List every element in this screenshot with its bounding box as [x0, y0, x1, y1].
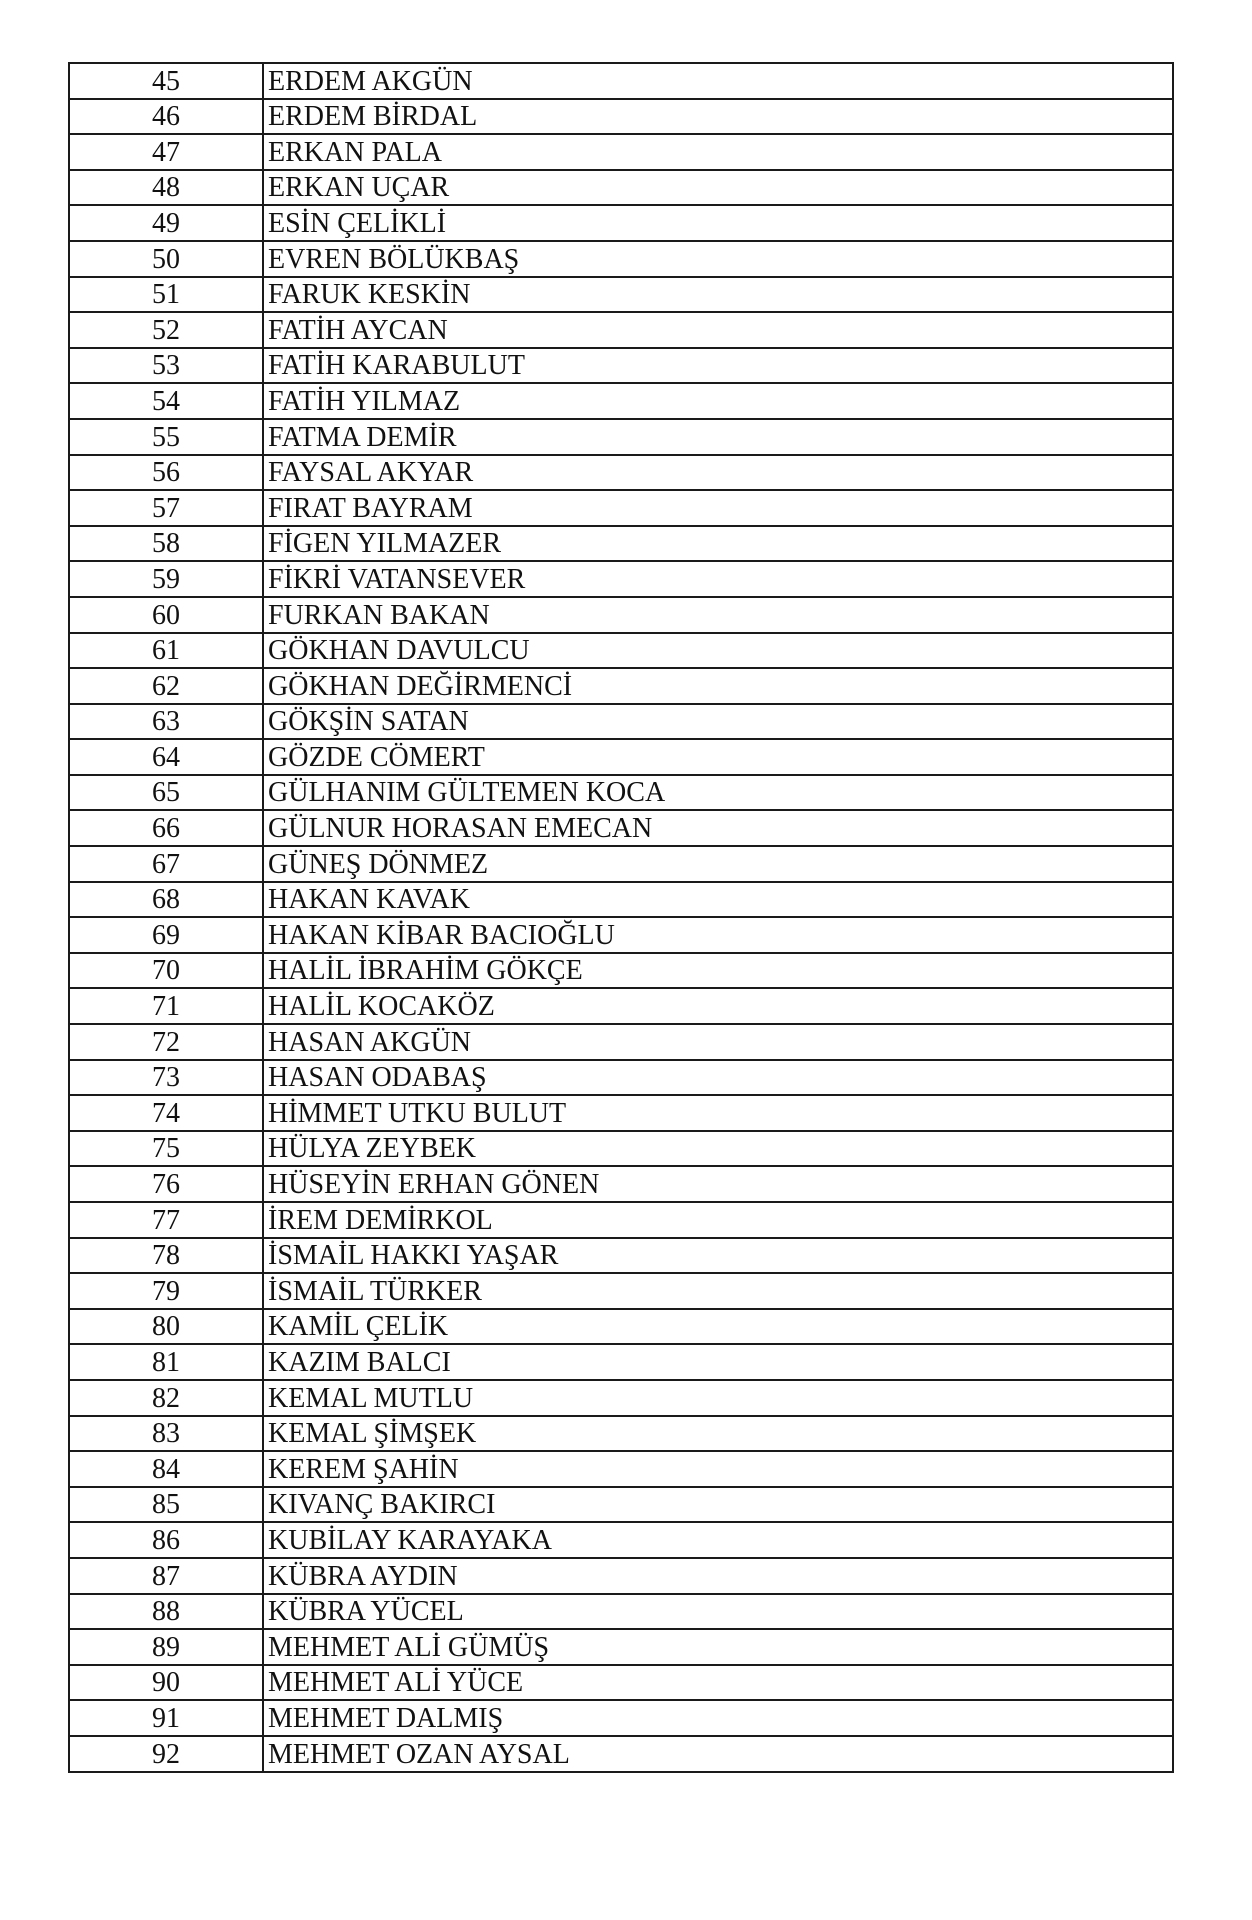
row-number: 90	[69, 1665, 263, 1701]
row-number: 46	[69, 99, 263, 135]
table-row	[69, 1416, 1173, 1452]
table-row	[69, 1131, 1173, 1167]
table-row	[69, 1700, 1173, 1736]
table-row	[69, 1522, 1173, 1558]
row-number: 56	[69, 455, 263, 491]
row-number: 83	[69, 1416, 263, 1452]
person-name: FIRAT BAYRAM	[263, 490, 1173, 526]
table-row	[69, 917, 1173, 953]
row-number: 63	[69, 704, 263, 740]
row-number: 86	[69, 1522, 263, 1558]
person-name: KÜBRA AYDIN	[263, 1558, 1173, 1594]
person-name: GÖZDE CÖMERT	[263, 739, 1173, 775]
person-name: KUBİLAY KARAYAKA	[263, 1522, 1173, 1558]
row-number: 66	[69, 810, 263, 846]
row-number: 88	[69, 1594, 263, 1630]
row-number: 54	[69, 383, 263, 419]
person-name: FATİH KARABULUT	[263, 348, 1173, 384]
row-number: 57	[69, 490, 263, 526]
person-name: GÜLHANIM GÜLTEMEN KOCA	[263, 775, 1173, 811]
person-name: EVREN BÖLÜKBAŞ	[263, 241, 1173, 277]
table-row	[69, 170, 1173, 206]
table-row	[69, 882, 1173, 918]
row-number: 87	[69, 1558, 263, 1594]
person-name: GÖKŞİN SATAN	[263, 704, 1173, 740]
table-row	[69, 526, 1173, 562]
row-number: 59	[69, 561, 263, 597]
person-name: MEHMET OZAN AYSAL	[263, 1736, 1173, 1772]
table-row	[69, 1380, 1173, 1416]
person-name: GÖKHAN DAVULCU	[263, 633, 1173, 669]
name-list-body	[69, 63, 1173, 1772]
row-number: 81	[69, 1344, 263, 1380]
row-number: 60	[69, 597, 263, 633]
person-name: GÖKHAN DEĞİRMENCİ	[263, 668, 1173, 704]
table-row	[69, 383, 1173, 419]
table-row	[69, 988, 1173, 1024]
row-number: 62	[69, 668, 263, 704]
person-name: FATİH YILMAZ	[263, 383, 1173, 419]
table-row	[69, 810, 1173, 846]
person-name: ESİN ÇELİKLİ	[263, 205, 1173, 241]
person-name: HAKAN KAVAK	[263, 882, 1173, 918]
person-name: ERKAN UÇAR	[263, 170, 1173, 206]
row-number: 51	[69, 277, 263, 313]
person-name: MEHMET ALİ YÜCE	[263, 1665, 1173, 1701]
row-number: 84	[69, 1451, 263, 1487]
person-name: KAZIM BALCI	[263, 1344, 1173, 1380]
person-name: FİGEN YILMAZER	[263, 526, 1173, 562]
row-number: 71	[69, 988, 263, 1024]
table-row	[69, 1344, 1173, 1380]
table-row	[69, 1060, 1173, 1096]
table-row	[69, 1487, 1173, 1523]
person-name: KEMAL MUTLU	[263, 1380, 1173, 1416]
row-number: 89	[69, 1629, 263, 1665]
table-row	[69, 455, 1173, 491]
row-number: 75	[69, 1131, 263, 1167]
row-number: 65	[69, 775, 263, 811]
person-name: FARUK KESKİN	[263, 277, 1173, 313]
table-row	[69, 490, 1173, 526]
person-name: İSMAİL TÜRKER	[263, 1273, 1173, 1309]
table-row	[69, 668, 1173, 704]
person-name: ERDEM BİRDAL	[263, 99, 1173, 135]
person-name: HAKAN KİBAR BACIOĞLU	[263, 917, 1173, 953]
row-number: 61	[69, 633, 263, 669]
person-name: İREM DEMİRKOL	[263, 1202, 1173, 1238]
person-name: KIVANÇ BAKIRCI	[263, 1487, 1173, 1523]
table-row	[69, 1594, 1173, 1630]
person-name: KÜBRA YÜCEL	[263, 1594, 1173, 1630]
person-name: KAMİL ÇELİK	[263, 1309, 1173, 1345]
person-name: KEMAL ŞİMŞEK	[263, 1416, 1173, 1452]
row-number: 58	[69, 526, 263, 562]
person-name: FİKRİ VATANSEVER	[263, 561, 1173, 597]
table-row	[69, 277, 1173, 313]
person-name: FAYSAL AKYAR	[263, 455, 1173, 491]
person-name: HASAN ODABAŞ	[263, 1060, 1173, 1096]
row-number: 53	[69, 348, 263, 384]
table-row	[69, 704, 1173, 740]
person-name: FATİH AYCAN	[263, 312, 1173, 348]
person-name: HALİL KOCAKÖZ	[263, 988, 1173, 1024]
table-row	[69, 241, 1173, 277]
row-number: 50	[69, 241, 263, 277]
row-number: 70	[69, 953, 263, 989]
table-row	[69, 561, 1173, 597]
row-number: 92	[69, 1736, 263, 1772]
row-number: 64	[69, 739, 263, 775]
table-row	[69, 1095, 1173, 1131]
table-row	[69, 1238, 1173, 1274]
table-row	[69, 846, 1173, 882]
person-name: MEHMET ALİ GÜMÜŞ	[263, 1629, 1173, 1665]
table-row	[69, 205, 1173, 241]
table-row	[69, 1273, 1173, 1309]
row-number: 48	[69, 170, 263, 206]
row-number: 85	[69, 1487, 263, 1523]
person-name: FATMA DEMİR	[263, 419, 1173, 455]
person-name: HÜSEYİN ERHAN GÖNEN	[263, 1166, 1173, 1202]
table-row	[69, 1736, 1173, 1772]
row-number: 91	[69, 1700, 263, 1736]
person-name: ERKAN PALA	[263, 134, 1173, 170]
table-row	[69, 1166, 1173, 1202]
person-name: FURKAN BAKAN	[263, 597, 1173, 633]
table-row	[69, 1665, 1173, 1701]
table-row	[69, 419, 1173, 455]
table-row	[69, 1558, 1173, 1594]
table-row	[69, 1202, 1173, 1238]
row-number: 49	[69, 205, 263, 241]
row-number: 76	[69, 1166, 263, 1202]
row-number: 72	[69, 1024, 263, 1060]
table-row	[69, 348, 1173, 384]
table-row	[69, 1024, 1173, 1060]
table-row	[69, 312, 1173, 348]
person-name: HALİL İBRAHİM GÖKÇE	[263, 953, 1173, 989]
row-number: 80	[69, 1309, 263, 1345]
person-name: MEHMET DALMIŞ	[263, 1700, 1173, 1736]
person-name: GÜLNUR HORASAN EMECAN	[263, 810, 1173, 846]
table-row	[69, 63, 1173, 99]
person-name: HÜLYA ZEYBEK	[263, 1131, 1173, 1167]
table-row	[69, 99, 1173, 135]
row-number: 69	[69, 917, 263, 953]
table-row	[69, 953, 1173, 989]
person-name: HİMMET UTKU BULUT	[263, 1095, 1173, 1131]
row-number: 45	[69, 63, 263, 99]
row-number: 52	[69, 312, 263, 348]
name-list-table	[68, 62, 1174, 1773]
row-number: 68	[69, 882, 263, 918]
person-name: ERDEM AKGÜN	[263, 63, 1173, 99]
table-row	[69, 775, 1173, 811]
row-number: 67	[69, 846, 263, 882]
person-name: HASAN AKGÜN	[263, 1024, 1173, 1060]
row-number: 74	[69, 1095, 263, 1131]
row-number: 78	[69, 1238, 263, 1274]
row-number: 77	[69, 1202, 263, 1238]
table-row	[69, 134, 1173, 170]
row-number: 55	[69, 419, 263, 455]
table-row	[69, 739, 1173, 775]
person-name: GÜNEŞ DÖNMEZ	[263, 846, 1173, 882]
row-number: 73	[69, 1060, 263, 1096]
table-row	[69, 1309, 1173, 1345]
row-number: 82	[69, 1380, 263, 1416]
row-number: 79	[69, 1273, 263, 1309]
row-number: 47	[69, 134, 263, 170]
table-row	[69, 1629, 1173, 1665]
table-row	[69, 1451, 1173, 1487]
person-name: İSMAİL HAKKI YAŞAR	[263, 1238, 1173, 1274]
table-row	[69, 633, 1173, 669]
person-name: KEREM ŞAHİN	[263, 1451, 1173, 1487]
table-row	[69, 597, 1173, 633]
